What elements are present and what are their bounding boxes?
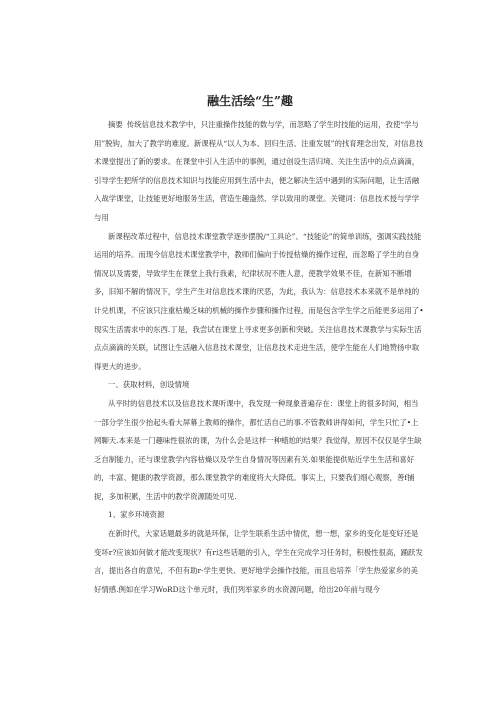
document-body	[94, 116, 425, 599]
subsection-heading-1: 1、家乡环境资源	[108, 510, 165, 520]
abstract-text: 传统信息技术教学中，只注重操作技能的数与学，而忽略了学生时技能的运用，孜使“学与用”脱钩，加大了教学的难度。新课程从“以人为本、回归生活、注重发展”的找育理念出发，对信息技术课堂提出了新的要求。在课堂中引入生活中的事例，通过创设生活归境、关注生活中的点点滴滴，引导学生把所学的信息技术知识与技能应用到生活中去，便之解决生活中遇到的实际问题，让生活融入战学课堂，让技能更好地服务生活，营造生趣盎然、学以致用的课堂。关键词：信息技术授与学学与用	[94, 120, 424, 222]
body-paragraph-3: 在新时代，大家话题最多的就是环保，让学生联系生活中情优，想一想，家乡的变化是变好还是变坏r?应该如何做才能改变现状？有r这些话题的引入，学生在完成学习任务时，积极性很高，踊跃发言，提出各自的意见，不但有助r-学生更快、更好地学会操作技能，而且也培养「学生热爱家乡的美好情感.例如在学习WoRD这个单元时，我们列举家乡的水资源问题，给出20年前与现今	[94, 529, 423, 594]
abstract-label: 摘要	[108, 120, 123, 129]
body-paragraph-2: 从平时的信息技术以及信息技术课听课中，我发现一种现象普遍存在：课堂上的很多时间，相当一部分学生很少抬起头看大屏幕上教师的操作，都忙活自己的事.不管教师讲得如何，学生只忙了•上网聊天.本来是一门趣味性很浓的课，为什么会是这样一种蜡尬的结果？我觉得，原因不仅仅是学生缺乏自制能力，还与课堂教学内容枯燥以及学生自身情况等因素有关.如果能提供贴近学生生活和喜好的，丰富、健康的教学资源，那么课堂教学的难度将大大降低。事实上，只要我们细心观察，善f捕捉，多加积累，生活中的教学资源随处可见.	[94, 398, 422, 501]
abstract-paragraph	[94, 116, 425, 228]
body-paragraph-1: 新课程改革过程中，信息技术课堂教学逐步摆脱/“工具论”、“技能论”的简单训练，强调实践技能运用的培养。而现今信息技术课堂教学中，教师们偏向于传授枯燥的操作过程，而忽略了学生的自身情况以及需要，导致学生在课堂上我行我素，纪律状况不胜人意，使教学效果不佳，在新知不断增多，旧知不解的情况下，学生产生对信息技术课的厌恶，为此，我认为：信息技术本来就不是单纯的计兑机课，不应该只注重枯燥乏味的机械的操作步骤和操作过程，而是包含学生学之后能更多运用了•现实生活需求中的东西.丁是，我尝试在课堂上寻求更多创新和突破。关注信息技术课教学与实际生活点点滴滴的关联，试图让生活融入信息技术课堂，让信息技术走进生活，使学生能在人们地赞扬中取得更大的进步。	[94, 231, 424, 371]
document-title: 融生活绘“生”趣	[207, 94, 293, 108]
section-heading-1: 一、获取材料，创设情境	[108, 380, 190, 390]
